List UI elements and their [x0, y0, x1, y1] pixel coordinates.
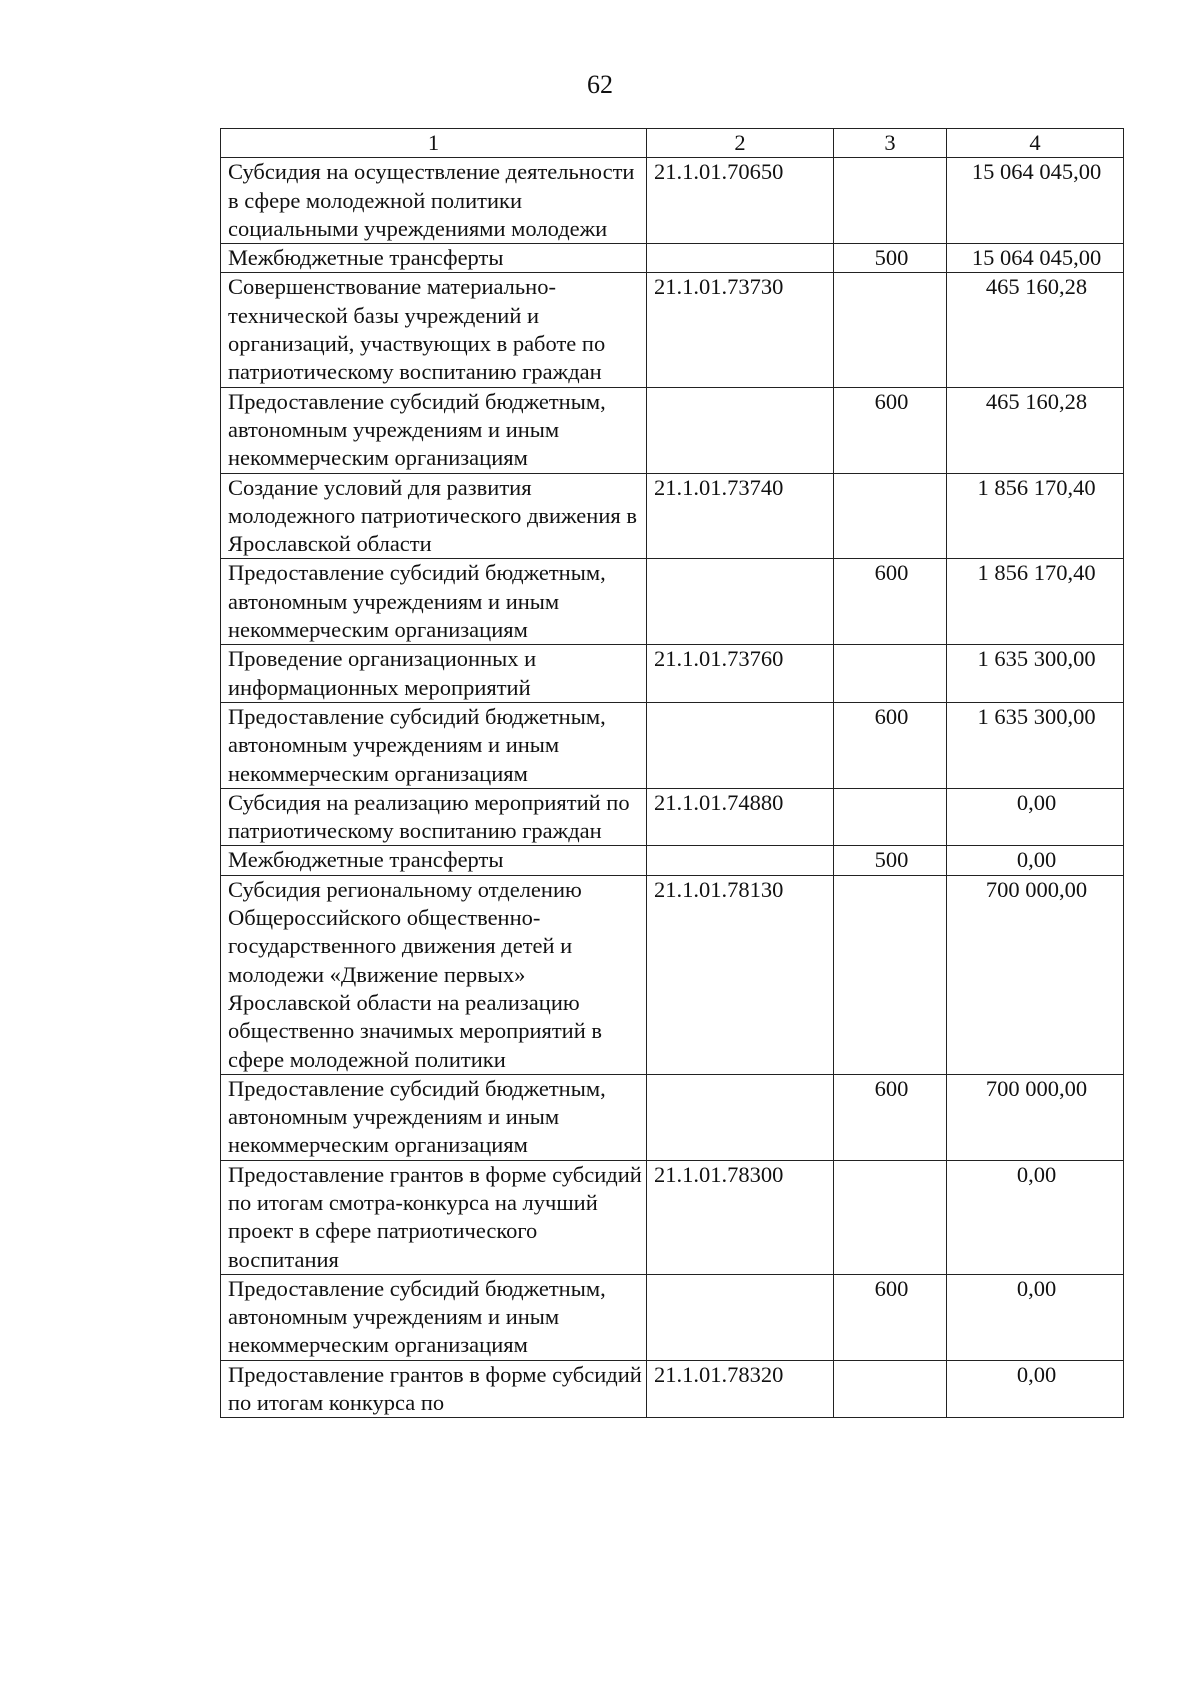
row-name: Межбюджетные трансферты [221, 244, 647, 273]
table-row [221, 1160, 1124, 1274]
header-col-3: 3 [834, 129, 947, 158]
row-name: Предоставление субсидий бюджетным, автономным учреждениям и иным некоммерческим организациям [221, 702, 647, 788]
row-amount: 0,00 [947, 1360, 1124, 1418]
row-amount: 15 064 045,00 [947, 244, 1124, 273]
row-amount: 15 064 045,00 [947, 158, 1124, 244]
table-row [221, 273, 1124, 387]
row-amount: 700 000,00 [947, 1074, 1124, 1160]
row-amount: 1 635 300,00 [947, 645, 1124, 703]
table-row [221, 1274, 1124, 1360]
row-name: Предоставление субсидий бюджетным, автономным учреждениям и иным некоммерческим организациям [221, 559, 647, 645]
row-code: 21.1.01.74880 [647, 788, 834, 846]
row-type: 500 [834, 846, 947, 875]
row-type [834, 473, 947, 559]
row-name: Создание условий для развития молодежного патриотического движения в Ярославской области [221, 473, 647, 559]
row-code [647, 559, 834, 645]
row-name: Совершенствование материально-технической базы учреждений и организаций, участвующих в работе по патриотическому воспитанию граждан [221, 273, 647, 387]
row-amount: 465 160,28 [947, 387, 1124, 473]
row-amount: 0,00 [947, 846, 1124, 875]
table-row [221, 1074, 1124, 1160]
row-code: 21.1.01.78130 [647, 875, 834, 1074]
row-name: Субсидия на осуществление деятельности в сфере молодежной политики социальными учреждениями молодежи [221, 158, 647, 244]
row-type [834, 875, 947, 1074]
row-type: 600 [834, 559, 947, 645]
table-row [221, 387, 1124, 473]
row-name: Предоставление субсидий бюджетным, автономным учреждениям и иным некоммерческим организациям [221, 1274, 647, 1360]
row-amount: 0,00 [947, 788, 1124, 846]
row-type [834, 645, 947, 703]
row-type: 600 [834, 387, 947, 473]
row-name: Предоставление грантов в форме субсидий по итогам смотра-конкурса на лучший проект в сфере патриотического воспитания [221, 1160, 647, 1274]
row-name: Предоставление субсидий бюджетным, автономным учреждениям и иным некоммерческим организациям [221, 387, 647, 473]
row-type [834, 1360, 947, 1418]
row-name: Субсидия на реализацию мероприятий по патриотическому воспитанию граждан [221, 788, 647, 846]
row-name: Субсидия региональному отделению Общероссийского общественно-государственного движения детей и молодежи «Движение первых» Ярославской области на реализацию общественно значимых мероприятий в сфере молодежной политики [221, 875, 647, 1074]
row-type: 500 [834, 244, 947, 273]
row-type: 600 [834, 1074, 947, 1160]
header-col-2: 2 [647, 129, 834, 158]
row-type [834, 158, 947, 244]
row-code: 21.1.01.73740 [647, 473, 834, 559]
table-row [221, 645, 1124, 703]
table-row [221, 788, 1124, 846]
row-code [647, 702, 834, 788]
table-row [221, 158, 1124, 244]
budget-table [220, 128, 1124, 1418]
table-row [221, 559, 1124, 645]
row-code: 21.1.01.70650 [647, 158, 834, 244]
table-row [221, 875, 1124, 1074]
row-amount: 465 160,28 [947, 273, 1124, 387]
row-name: Межбюджетные трансферты [221, 846, 647, 875]
row-name: Предоставление грантов в форме субсидий по итогам конкурса по [221, 1360, 647, 1418]
table-row [221, 702, 1124, 788]
row-type [834, 788, 947, 846]
row-type [834, 273, 947, 387]
table-row [221, 846, 1124, 875]
row-code [647, 1274, 834, 1360]
row-name: Проведение организационных и информационных мероприятий [221, 645, 647, 703]
header-row [221, 129, 1124, 158]
table-row [221, 473, 1124, 559]
row-type: 600 [834, 702, 947, 788]
row-type: 600 [834, 1274, 947, 1360]
row-amount: 1 856 170,40 [947, 559, 1124, 645]
header-col-4: 4 [947, 129, 1124, 158]
row-name: Предоставление субсидий бюджетным, автономным учреждениям и иным некоммерческим организациям [221, 1074, 647, 1160]
row-amount: 0,00 [947, 1160, 1124, 1274]
row-amount: 1 635 300,00 [947, 702, 1124, 788]
row-code [647, 1074, 834, 1160]
row-code [647, 846, 834, 875]
row-code: 21.1.01.73760 [647, 645, 834, 703]
row-amount: 0,00 [947, 1274, 1124, 1360]
page-number: 62 [587, 70, 613, 99]
row-code: 21.1.01.73730 [647, 273, 834, 387]
header-col-1: 1 [221, 129, 647, 158]
row-amount: 700 000,00 [947, 875, 1124, 1074]
row-code: 21.1.01.78320 [647, 1360, 834, 1418]
row-code [647, 387, 834, 473]
table-row [221, 244, 1124, 273]
row-code: 21.1.01.78300 [647, 1160, 834, 1274]
row-type [834, 1160, 947, 1274]
row-amount: 1 856 170,40 [947, 473, 1124, 559]
table-row [221, 1360, 1124, 1418]
row-code [647, 244, 834, 273]
